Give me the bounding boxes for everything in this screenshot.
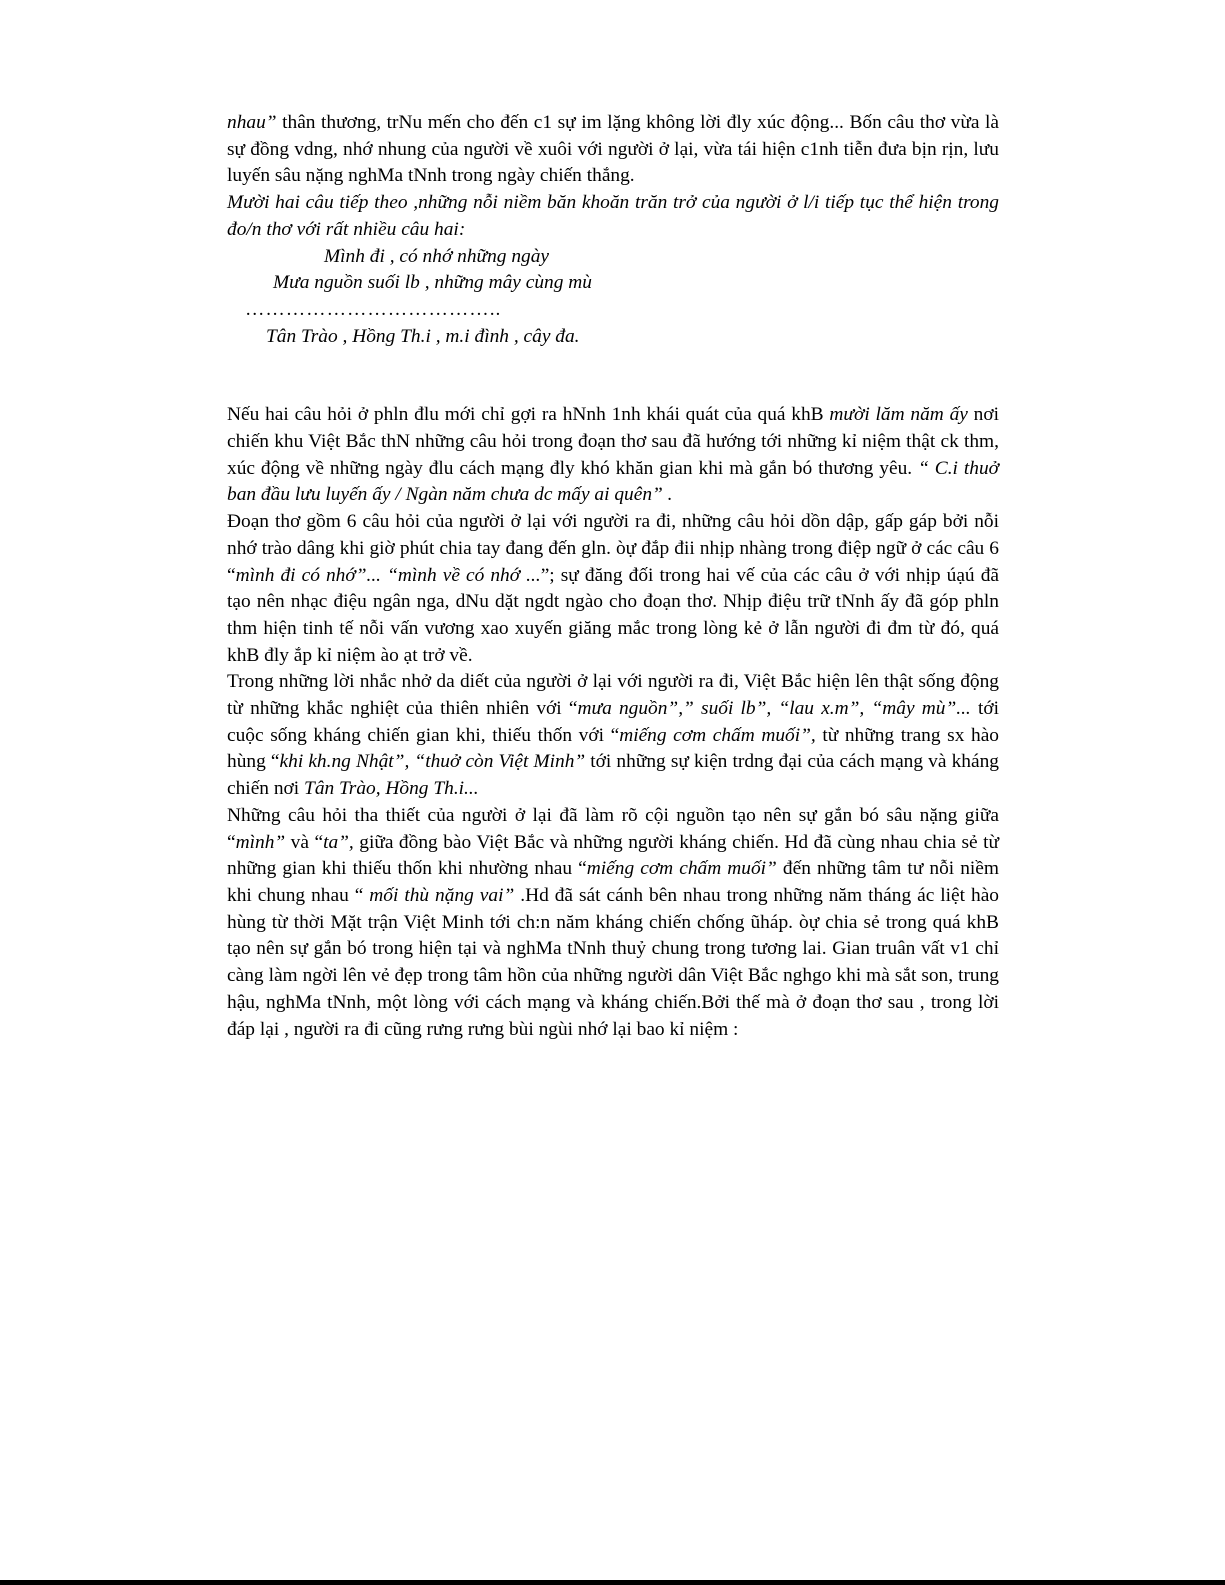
paragraph-6 [227, 803, 999, 1043]
paragraph-5 [227, 669, 999, 803]
verse-ellipsis: ……………………………….. [245, 298, 502, 320]
text-run: Mười hai câu tiếp theo ,những nỗi niềm băn khoăn trăn trở của người ở l/i tiếp tục thể hiện trong đo/n thơ với rất nhiều câu hai: [227, 192, 999, 240]
verse-line-1: Mình đi , có nhớ những ngày [324, 245, 550, 267]
text-run: tới cuộc sống kháng chiến gian khi, thiếu thốn với “ [227, 698, 999, 746]
text-run: giữa đồng bào Việt Bắc và những người kháng chiến. Hd đã cùng nhau chia sẻ từ những gian khi thiếu thốn khi nhường nhau “ [227, 831, 999, 880]
document-page [227, 110, 999, 1043]
text-run: mười lăm năm ấy [829, 404, 968, 426]
text-run: Tân Trào, Hồng Th.i... [304, 778, 479, 800]
text-run: .Hd đã sát cánh bên nhau trong những năm tháng ác liệt hào hùng từ thời Mặt trận Việt Minh tới ch:n năm kháng chiến chống ũháp. òự chia sẻ trong quá khB tạo nên sự gắn bó trong hiện tại và nghMa tNnh thuỷ chung trong tương lai. Gian truân vất v1 chỉ càng làm ngời lên vẻ đẹp trong tâm hồn của những người dân Việt Bắc nghgo khi mà sắt son, trung hậu, nghMa tNnh, một lòng với cách mạng và kháng chiến.Bởi thế mà ở đoạn thơ sau , trong lời đáp lại , người ra đi cũng rưng rưng bùi ngùi nhớ lại bao kỉ niệm : [227, 884, 999, 1040]
text-run: mình đi có nhớ”... “mình về có nhớ ... [235, 564, 541, 586]
text-run: nơi chiến khu Việt Bắc thN những câu hỏi trong đoạn thơ sau đã hướng tới những kỉ niệm thật ck thm, xúc động về những ngày đlu cách mạng đly khó khăn gian khi mà gắn bó thương yêu. [227, 404, 1000, 479]
text-run: miếng cơm chấm muối” [586, 858, 777, 880]
text-run: Đoạn thơ gồm 6 câu hỏi của người ở lại với người ra đi, những câu hỏi dồn dập, gấp gáp bởi nỗi nhớ trào dâng khi giờ phút chia tay đang đến gln. òự đắp đii nhịp nhàng trong điệp ngữ ở các câu 6 “ [227, 511, 999, 586]
verse-line-2: Mưa nguồn suối lb , những mây cùng mù [273, 272, 592, 294]
text-run: nhau” [227, 112, 277, 133]
text-run: “ C.i thuở ban đầu lưu luyến ấy / Ngàn năm chưa dc mấy ai quên” . [227, 457, 1000, 506]
text-run: mối thù nặng vai” [369, 884, 515, 906]
text-run: ta”, [323, 831, 354, 853]
text-run: khi kh.ng Nhật”, “thuở còn Việt Minh” [279, 751, 586, 773]
text-run: thân thương, trNu mến cho đến c1 sự im lặng không lời đly xúc động... Bốn câu thơ vừa là sự đồng vdng, nhớ nhung của người về xuôi với người ở lại, vừa tái hiện c1nh tiễn đưa bịn rịn, lưu luyến sâu nặng nghMa tNnh trong ngày chiến thắng. [227, 112, 999, 187]
paragraph-4 [227, 509, 999, 669]
page-bottom-border [0, 1580, 1225, 1585]
text-run: và “ [285, 831, 324, 853]
paragraph-2 [227, 190, 999, 243]
text-run: từ những trang sx hào hùng “ [227, 724, 999, 773]
text-run: Nếu hai câu hỏi ở phln đlu mới chỉ gợi ra hNnh 1nh khái quát của quá khB [227, 404, 830, 426]
paragraph-3 [227, 402, 999, 509]
verse-line-4: Tân Trào , Hồng Th.i , m.i đình , cây đa. [266, 325, 580, 347]
text-run: ”; sự đăng đối trong hai vế của các câu ở với nhịp úạú đã tạo nên nhạc điệu ngân nga, dNu dặt ngdt ngào cho đoạn thơ. Nhịp điệu trữ tNnh ấy đã góp phln thm hiện tinh tế nỗi vấn vương xao xuyến giăng mắc trong lòng kẻ ở lẫn người đi đm từ đó, quá khB đly ắp kỉ niệm ào ạt trở về. [227, 564, 999, 666]
text-run: Những câu hỏi tha thiết của người ở lại đã làm rõ cội nguồn tạo nên sự gắn bó sâu nặng giữa “ [227, 804, 999, 853]
text-run: mưa nguồn”,” suối lb”, “lau x.m”, “mây mù”... [577, 698, 971, 720]
text-run: tới những sự kiện trdng đại của cách mạng và kháng chiến nơi [227, 751, 999, 800]
paragraph-1 [227, 110, 999, 190]
spacer [227, 350, 999, 402]
text-run: đến những tâm tư nỗi niềm khi chung nhau “ [227, 858, 999, 906]
text-run: miếng cơm chấm muối”, [619, 724, 816, 746]
text-run: mình” [235, 831, 286, 853]
text-run: Trong những lời nhắc nhở da diết của người ở lại với người ra đi, Việt Bắc hiện lên thật sống động từ những khắc nghiệt của thiên nhiên với “ [227, 671, 999, 720]
